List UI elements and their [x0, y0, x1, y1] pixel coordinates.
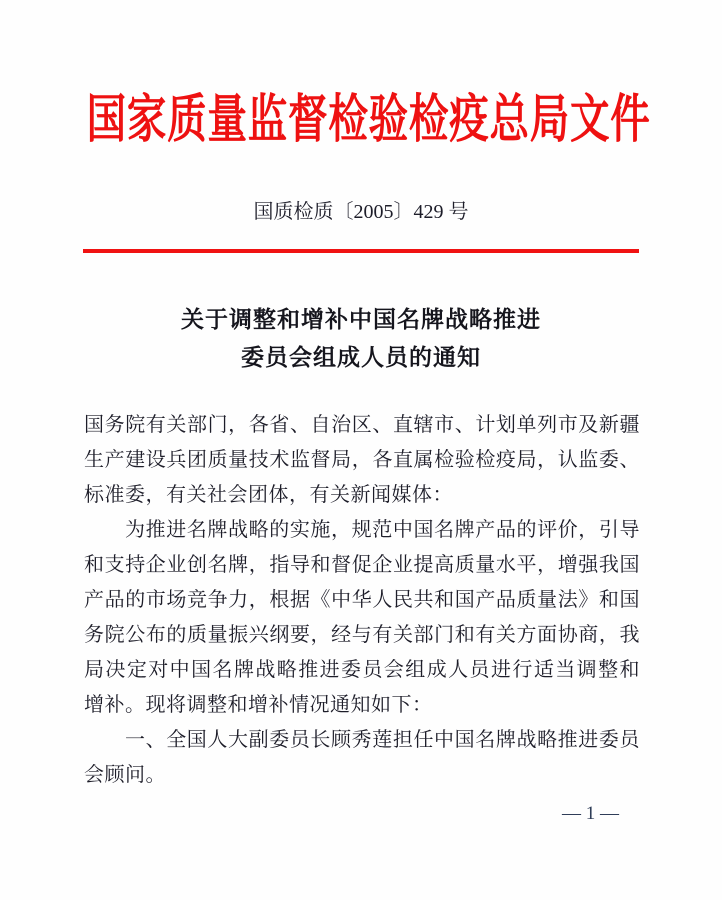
document-title-line1: 关于调整和增补中国名牌战略推进: [181, 307, 541, 332]
body-line: 会顾问。: [84, 764, 166, 786]
agency-title: 国家质量监督检验检疫总局文件: [86, 92, 651, 149]
body-line: 为推进名牌战略的实施，规范中国名牌产品的评价，引导: [125, 519, 640, 541]
body-line: 生产建设兵团质量技术监督局，各直属检验检疫局，认监委、: [84, 449, 640, 471]
page-number: — 1 —: [562, 803, 619, 824]
document-number: 国质检质〔2005〕429 号: [253, 201, 469, 223]
red-divider-line: [83, 249, 639, 253]
body-line: 增补。现将调整和增补情况通知如下：: [84, 694, 433, 716]
body-line: 产品的市场竞争力，根据《中华人民共和国产品质量法》和国: [84, 589, 640, 611]
body-line: 和支持企业创名牌，指导和督促企业提高质量水平，增强我国: [84, 554, 640, 576]
body-line: 务院公布的质量振兴纲要，经与有关部门和有关方面协商，我: [84, 624, 640, 646]
document-title: [0, 301, 722, 377]
body-line: 国务院有关部门，各省、自治区、直辖市、计划单列市及新疆: [84, 414, 640, 436]
body-line: 一、全国人大副委员长顾秀莲担任中国名牌战略推进委员: [125, 729, 640, 751]
document-title-line2: 委员会组成人员的通知: [241, 345, 481, 370]
body-text: [84, 408, 640, 793]
body-line: 标准委，有关社会团体，有关新闻媒体：: [84, 484, 453, 506]
body-line: 局决定对中国名牌战略推进委员会组成人员进行适当调整和: [84, 659, 640, 681]
